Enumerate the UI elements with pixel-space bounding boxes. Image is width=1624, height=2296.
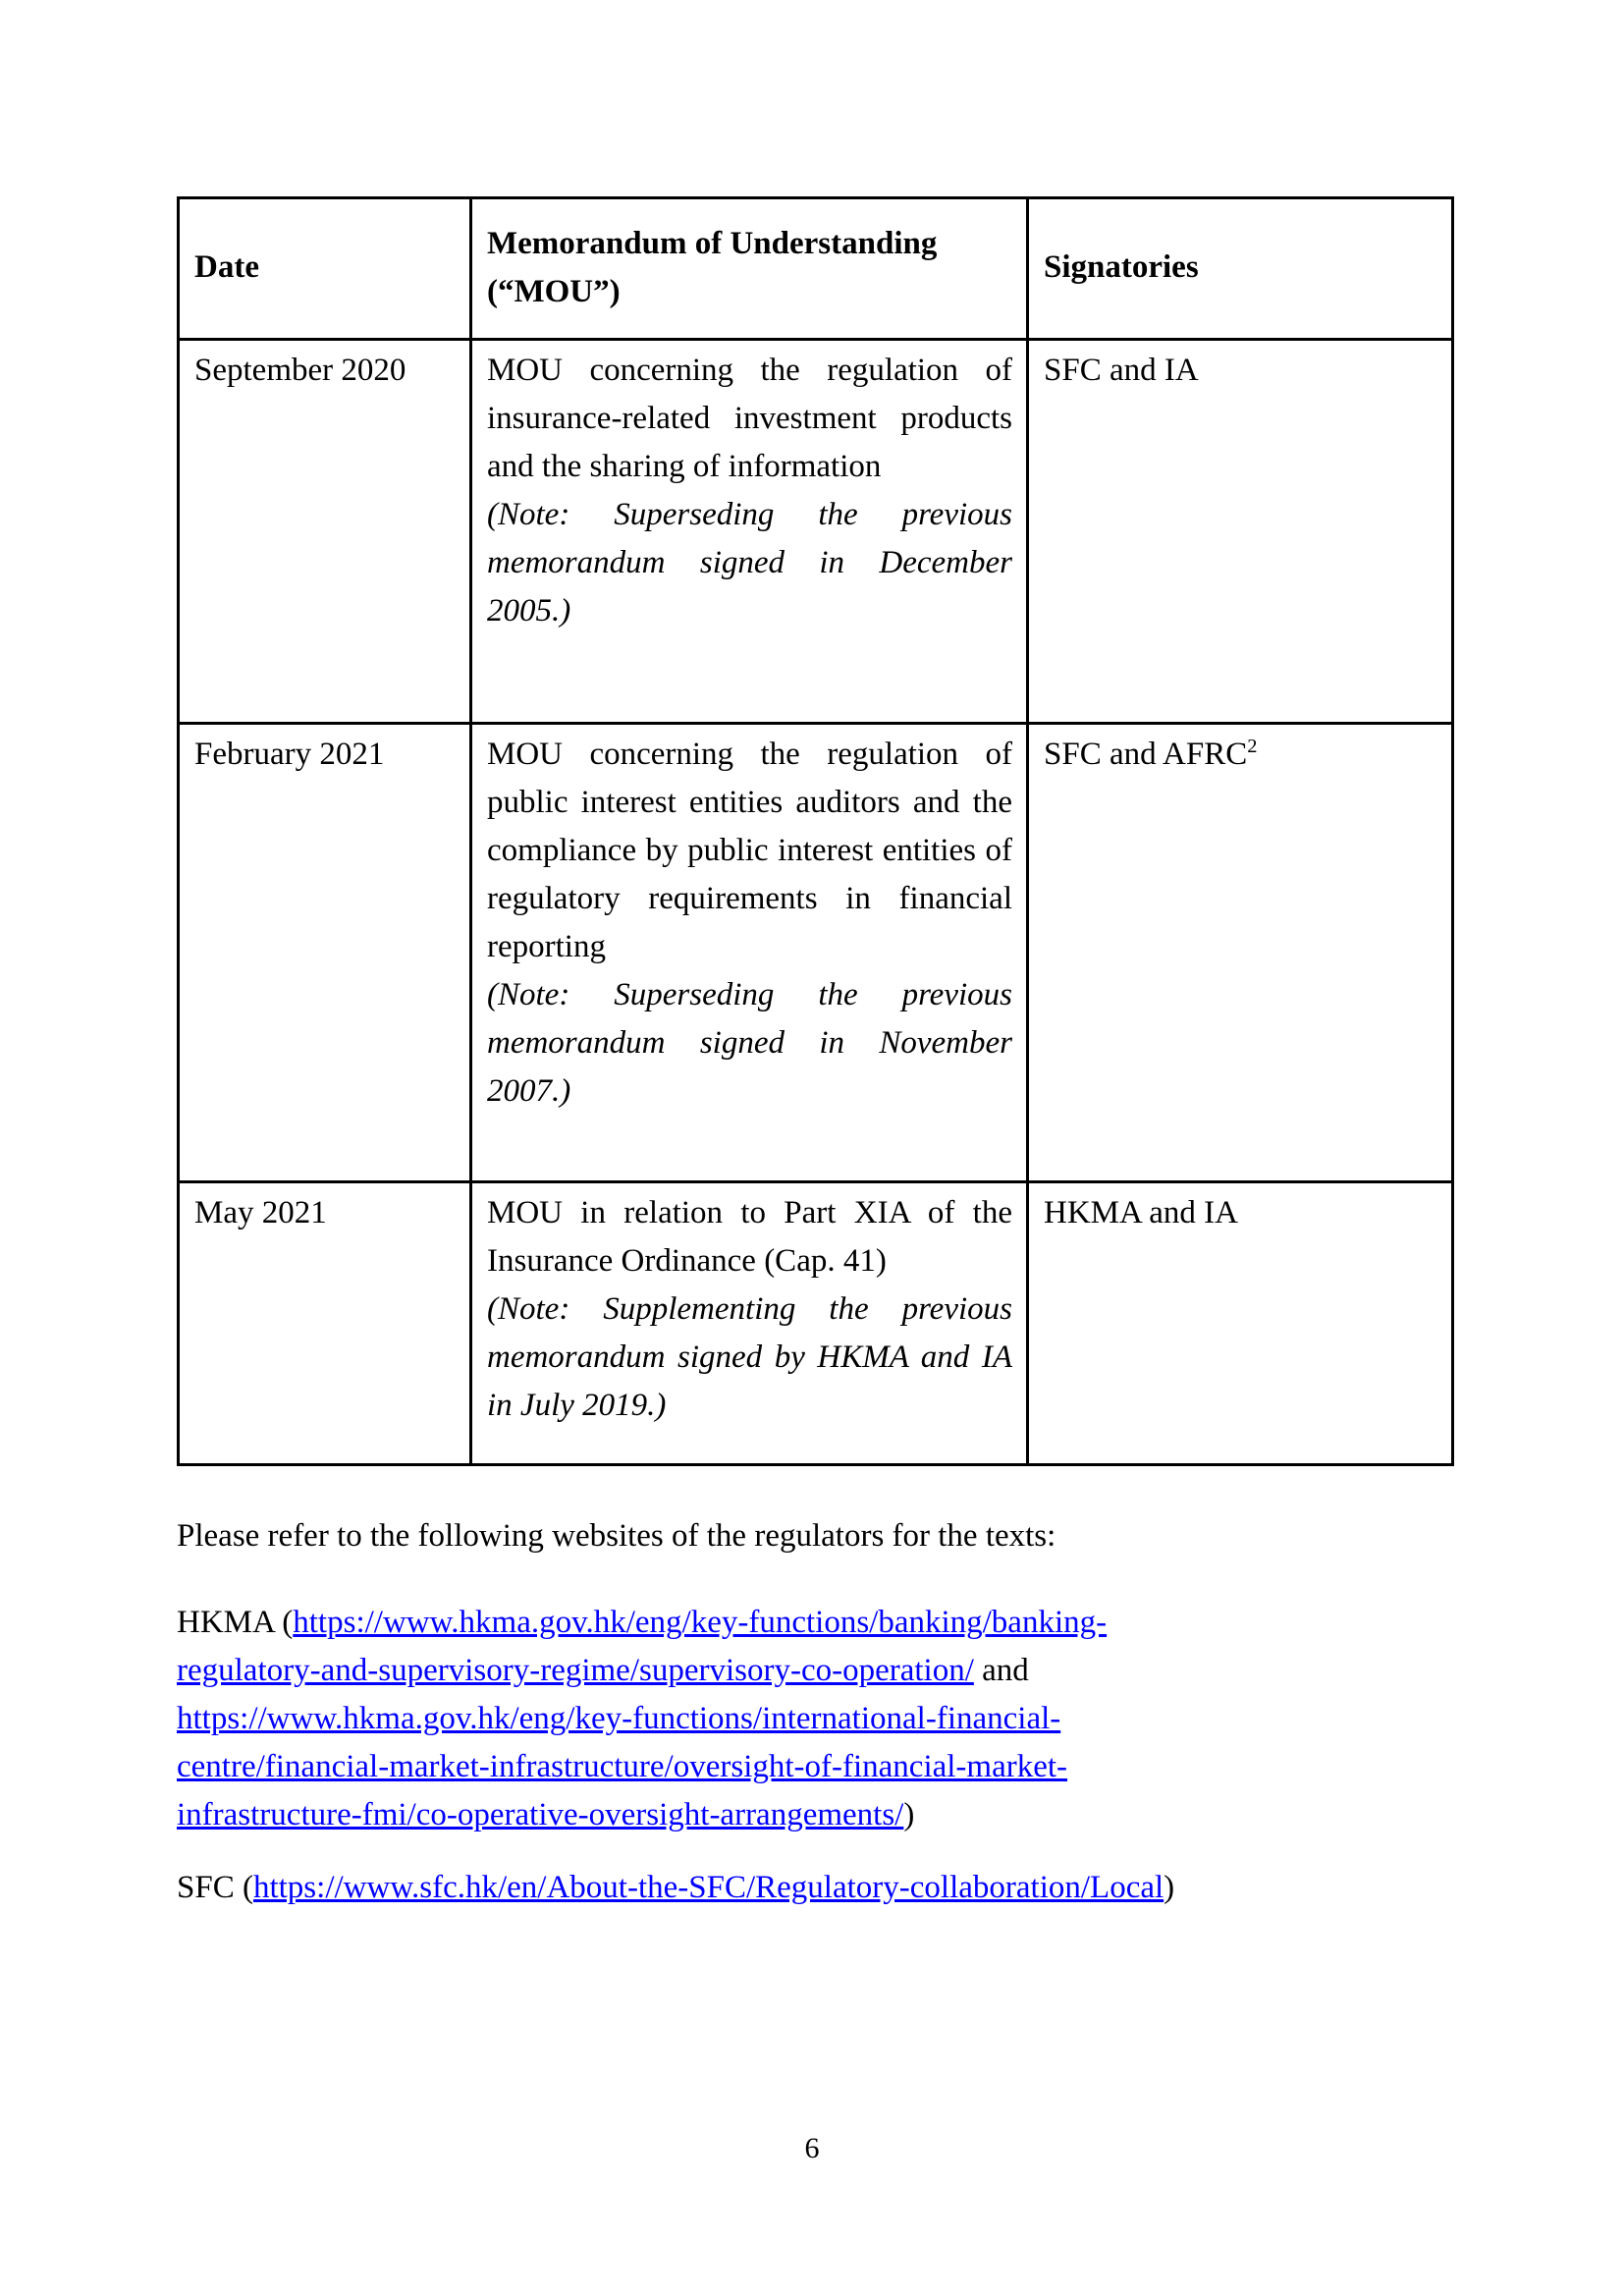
mou-note: (Note: Supplementing the previous memorandum signed by HKMA and IA in July 2019.) <box>487 1291 1012 1423</box>
date-value: September 2020 <box>194 353 406 388</box>
header-cell-date <box>179 198 471 340</box>
hkma-links-paragraph <box>177 1599 1451 1839</box>
table-row <box>179 724 1453 1182</box>
text-line <box>177 1599 1451 1647</box>
hyperlink[interactable]: regulatory-and-supervisory-regime/supervisory-co-operation/ <box>177 1653 974 1688</box>
mou-cell <box>471 724 1028 1182</box>
text-line <box>177 1864 1451 1912</box>
paragraph-text: SFC ( <box>177 1870 253 1905</box>
date-cell <box>179 340 471 724</box>
table-row <box>179 1182 1453 1465</box>
date-value: May 2021 <box>194 1195 327 1230</box>
text-line <box>177 1695 1451 1743</box>
header-cell-mou <box>471 198 1028 340</box>
signatories-cell <box>1028 340 1453 724</box>
hyperlink[interactable]: https://www.hkma.gov.hk/eng/key-functions/banking/banking- <box>293 1605 1108 1640</box>
page-content <box>177 196 1451 1912</box>
paragraph-text: HKMA ( <box>177 1605 294 1640</box>
paragraph-text: and <box>973 1653 1029 1688</box>
mou-note: (Note: Superseding the previous memorandum signed in December 2005.) <box>487 497 1012 629</box>
signatories-cell <box>1028 1182 1453 1465</box>
hyperlink[interactable]: centre/financial-market-infrastructure/oversight-of-financial-market- <box>177 1749 1068 1784</box>
text-line <box>177 1791 1451 1839</box>
page-number: 6 <box>804 2132 820 2164</box>
intro-paragraph: Please refer to the following websites of the regulators for the texts: <box>177 1518 1056 1554</box>
mou-cell <box>471 340 1028 724</box>
date-cell <box>179 1182 471 1465</box>
text-line <box>177 1647 1451 1695</box>
mou-description: MOU concerning the regulation of insurance-related investment products and the sharing of information <box>487 353 1012 484</box>
table-row <box>179 340 1453 724</box>
table-header-row <box>179 198 1453 340</box>
date-cell <box>179 724 471 1182</box>
mou-description: MOU concerning the regulation of public interest entities auditors and the compliance by public interest entities of regulatory requirements in financial reporting <box>487 737 1012 964</box>
signatories-cell <box>1028 724 1453 1182</box>
hyperlink[interactable]: https://www.sfc.hk/en/About-the-SFC/Regulatory-collaboration/Local <box>252 1870 1164 1905</box>
signatories-value: SFC and AFRC <box>1044 737 1248 772</box>
mou-description: MOU in relation to Part XIA of the Insurance Ordinance (Cap. 41) <box>487 1195 1012 1279</box>
text-line <box>177 1743 1451 1791</box>
paragraph-text: ) <box>903 1797 915 1832</box>
signatories-value: SFC and IA <box>1044 353 1199 388</box>
footnote-reference: 2 <box>1247 736 1258 757</box>
date-value: February 2021 <box>194 737 385 772</box>
mou-cell <box>471 1182 1028 1465</box>
header-cell-signatories <box>1028 198 1453 340</box>
sfc-link-paragraph <box>177 1864 1451 1912</box>
mou-table <box>177 196 1454 1466</box>
hyperlink[interactable]: infrastructure-fmi/co-operative-oversight-arrangements/ <box>177 1797 904 1832</box>
hyperlink[interactable]: https://www.hkma.gov.hk/eng/key-functions/international-financial- <box>177 1701 1061 1736</box>
header-date-label: Date <box>194 249 259 285</box>
paragraph-text: ) <box>1164 1870 1175 1905</box>
mou-note: (Note: Superseding the previous memorandum signed in November 2007.) <box>487 977 1012 1109</box>
header-signatories-label: Signatories <box>1044 249 1199 285</box>
signatories-value: HKMA and IA <box>1044 1195 1238 1230</box>
header-mou-label: Memorandum of Understanding (“MOU”) <box>487 225 938 309</box>
